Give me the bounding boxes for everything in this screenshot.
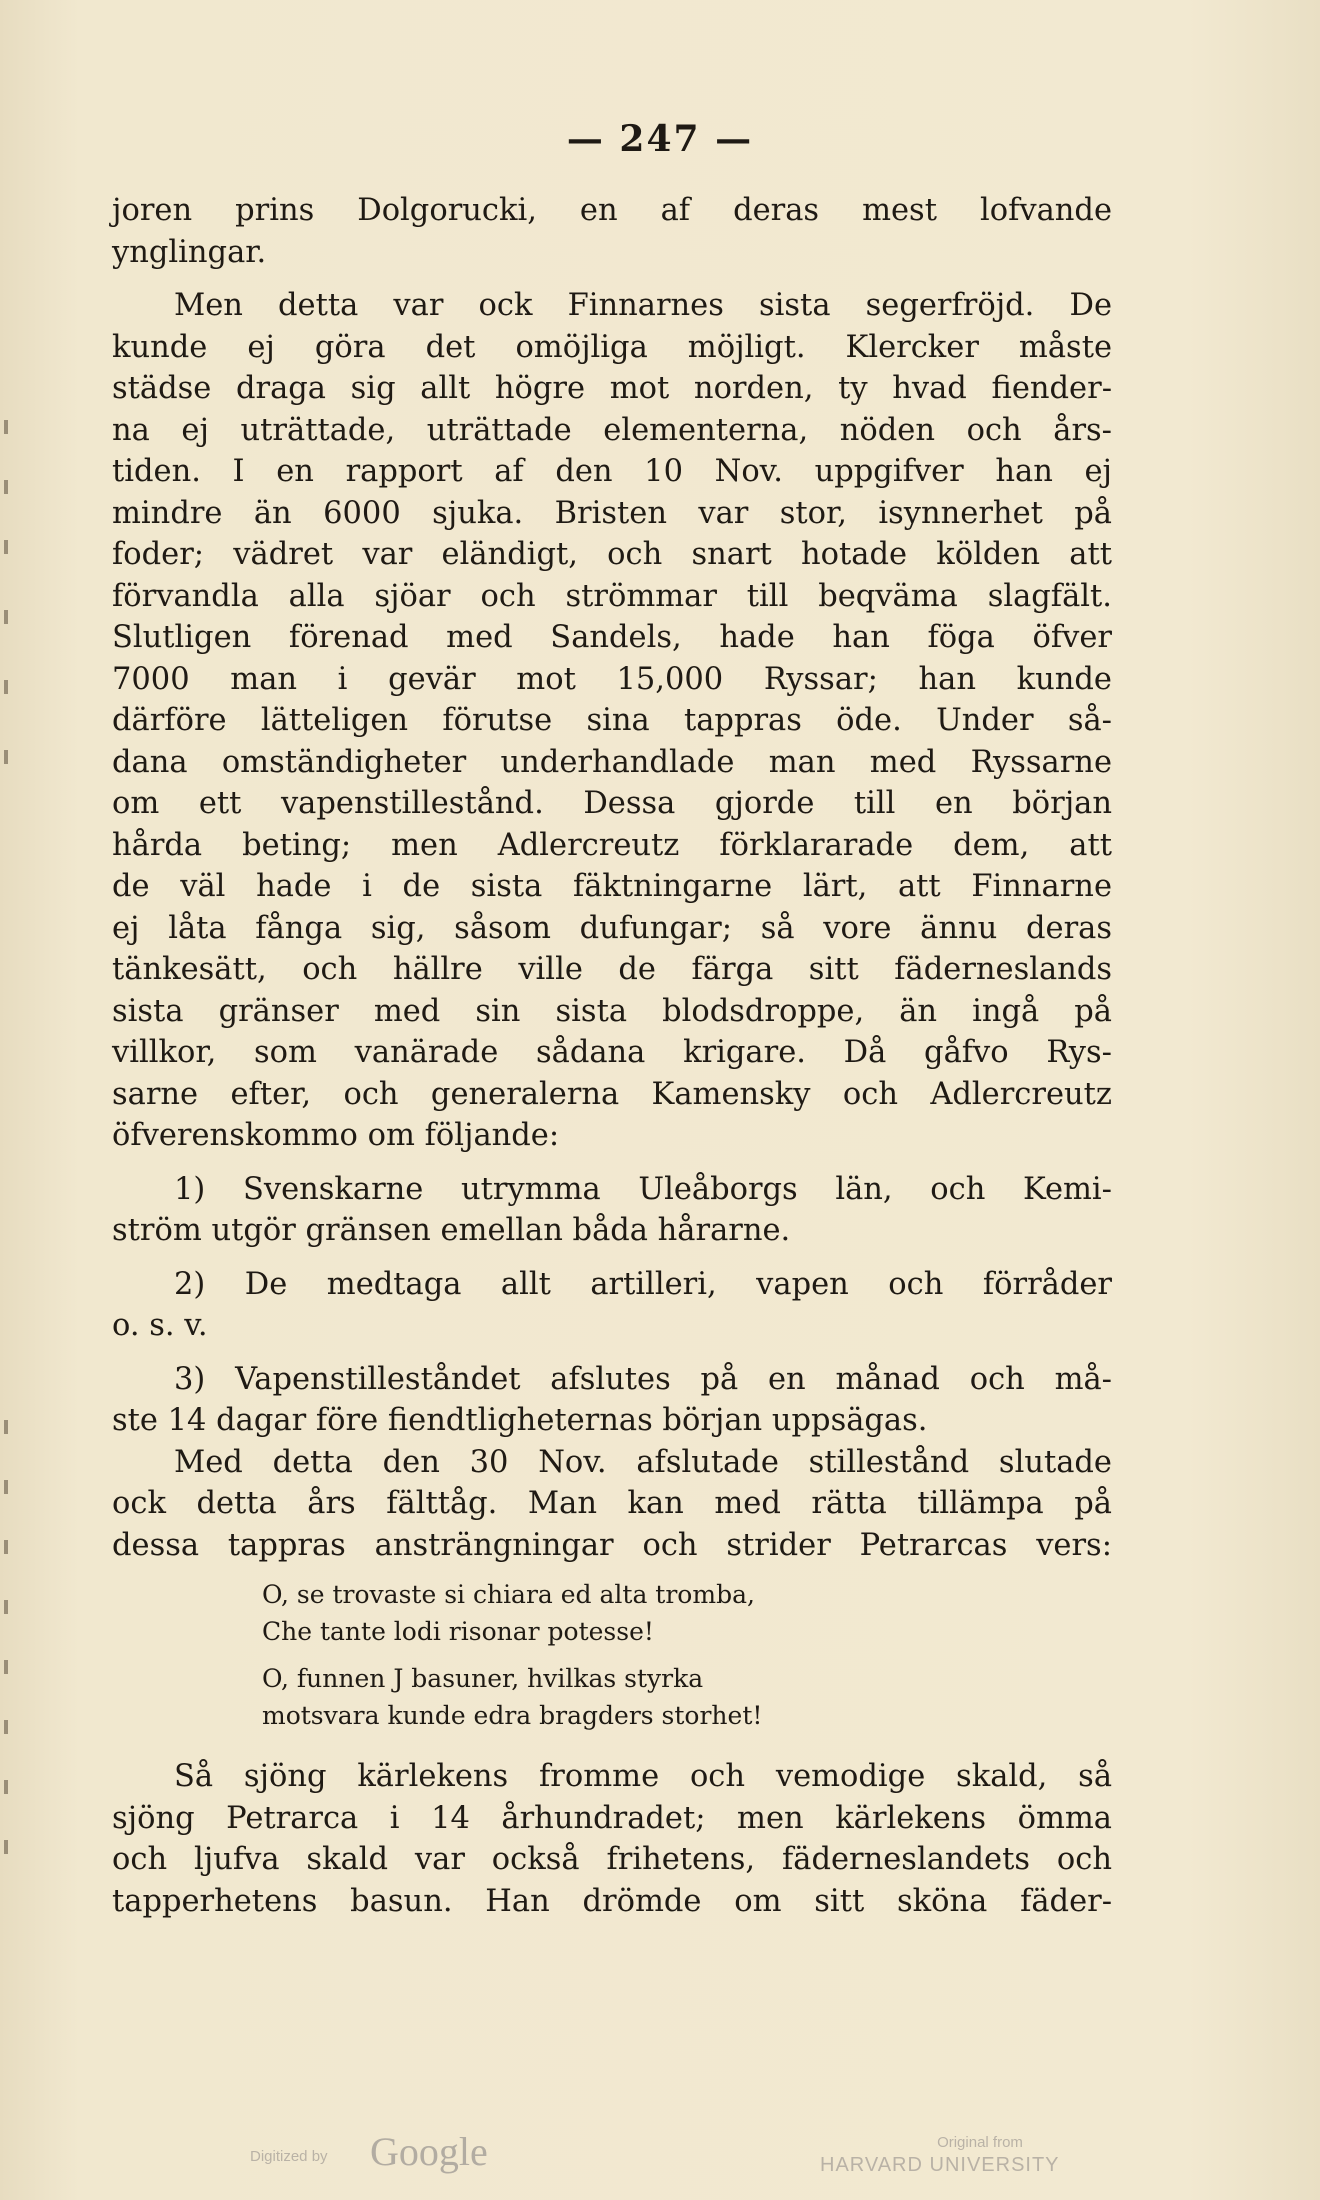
text-line: sarne efter, och generalerna Kamensky och Adlercreutz (112, 1076, 1112, 1112)
text-line: 1) Svenskarne utrymma Uleåborgs län, och Kemi- (174, 1171, 1112, 1207)
list-item-3 (112, 1359, 1112, 1442)
text-line: om ett vapenstillestånd. Dessa gjorde till en början (112, 786, 1112, 821)
text-line: städse draga sig allt högre mot norden, ty hvad fiender- (112, 371, 1112, 406)
text-line: 7000 man i gevär mot 15,000 Ryssar; han kunde (112, 661, 1112, 697)
text-line: Slutligen förenad med Sandels, hade han föga öfver (112, 620, 1112, 655)
verse-italian (262, 1576, 1112, 1734)
text-line: dana omständigheter underhandlade man med Ryssarne (112, 744, 1112, 780)
text-line: o. s. v. (112, 1308, 208, 1343)
text-line: sista gränser med sin sista blodsdroppe, än ingå på (112, 993, 1112, 1029)
page-number: — 247 — (566, 118, 754, 160)
text-line: hårda beting; men Adlercreutz förklararade dem, att (112, 827, 1112, 863)
text-line: ynglingar. (112, 234, 267, 270)
paragraph-1 (112, 190, 1112, 273)
text-line: mindre än 6000 sjuka. Bristen var stor, isynnerhet på (112, 495, 1112, 531)
text-line: tänkesätt, och hällre ville de färga sitt fäderneslands (112, 952, 1112, 987)
verse-line: O, funnen J basuner, hvilkas styrka (262, 1664, 704, 1693)
text-line: förvandla alla sjöar och strömmar till beqväma slagfält. (112, 578, 1112, 614)
text-line: na ej uträttade, uträttade elementerna, nöden och års- (112, 412, 1112, 448)
text-line: 3) Vapenstilleståndet afslutes på en månad och må- (174, 1361, 1112, 1397)
text-line: tiden. I en rapport af den 10 Nov. uppgifver han ej (112, 454, 1112, 489)
verse-line: O, se trovaste si chiara ed alta tromba, (262, 1580, 755, 1609)
verse-line: motsvara kunde edra bragders storhet! (262, 1701, 763, 1730)
text-line: villkor, som vanärade sådana krigare. Då gåfvo Rys- (112, 1035, 1112, 1070)
paragraph-2 (112, 285, 1112, 1157)
text-line: Med detta den 30 Nov. afslutade stillestånd slutade (174, 1444, 1112, 1480)
harvard-university-label: HARVARD UNIVERSITY (820, 2154, 1060, 2176)
text-line: ock detta års fälttåg. Man kan med rätta tillämpa på (112, 1486, 1112, 1521)
text-line: och ljufva skald var också frihetens, fäderneslandets och (112, 1842, 1112, 1877)
list-item-2 (112, 1264, 1112, 1347)
list-item-1 (112, 1169, 1112, 1252)
text-line: därföre lätteligen förutse sina tappras öde. Under så- (112, 703, 1112, 738)
left-margin-bleed-marks (0, 420, 24, 1920)
paragraph-7 (112, 1756, 1112, 1922)
digitization-watermark (0, 2128, 1320, 2188)
text-line: kunde ej göra det omöjliga möjligt. Klercker måste (112, 329, 1112, 365)
text-line: foder; vädret var eländigt, och snart hotade kölden att (112, 537, 1112, 572)
text-line: Så sjöng kärlekens fromme och vemodige skald, så (174, 1759, 1112, 1794)
text-line: dessa tappras ansträngningar och strider Petrarcas vers: (112, 1527, 1112, 1563)
text-line: ej låta fånga sig, såsom dufungar; så vore ännu deras (112, 910, 1112, 946)
text-line: ström utgör gränsen emellan båda hårarne. (112, 1213, 791, 1248)
text-line: sjöng Petrarca i 14 århundradet; men kärlekens ömma (112, 1800, 1112, 1836)
text-line: joren prins Dolgorucki, en af deras mest lofvande (112, 193, 1112, 228)
verse-line: Che tante lodi risonar potesse! (262, 1617, 654, 1646)
text-line: ste 14 dagar före fiendtligheternas början uppsägas. (112, 1403, 928, 1438)
text-line: 2) De medtaga allt artilleri, vapen och förråder (174, 1266, 1112, 1302)
body-text (112, 190, 1112, 1922)
text-line: de väl hade i de sista fäktningarne lärt, att Finnarne (112, 869, 1112, 904)
original-from-label: Original from (937, 2134, 1023, 2151)
google-logo: Google (370, 2129, 488, 2174)
digitized-by-label: Digitized by (250, 2148, 328, 2165)
text-line: tapperhetens basun. Han drömde om sitt sköna fäder- (112, 1883, 1112, 1919)
paragraph-6 (112, 1442, 1112, 1567)
text-line: öfverenskommo om följande: (112, 1118, 560, 1153)
text-line: Men detta var ock Finnarnes sista segerfröjd. De (174, 288, 1112, 323)
